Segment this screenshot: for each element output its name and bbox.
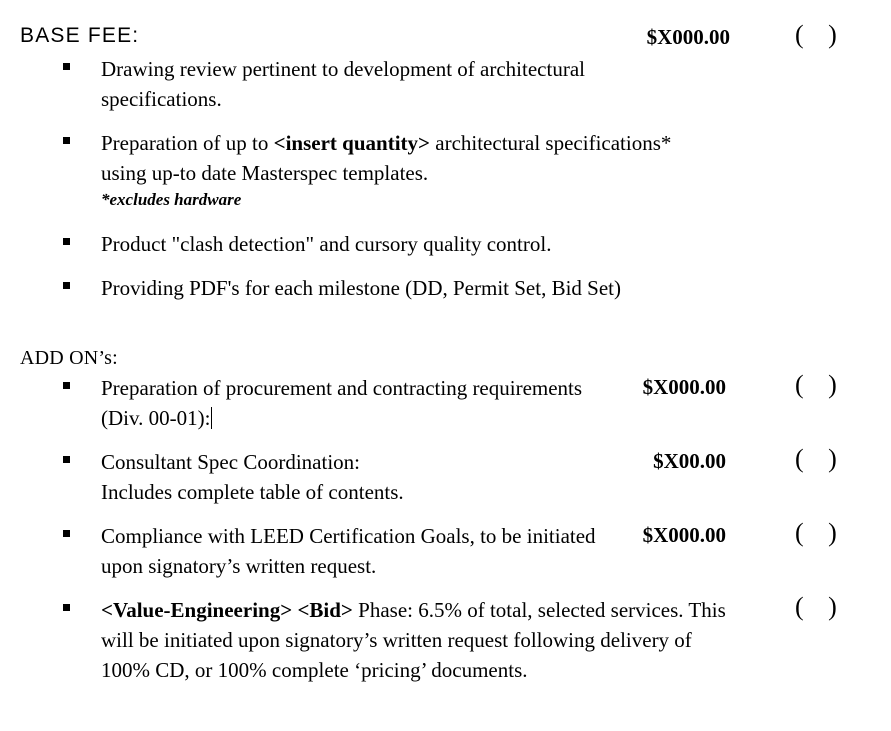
add-ons-heading: ADD ON’s: (20, 347, 118, 369)
list-item-label (101, 373, 601, 433)
list-item-label (101, 128, 701, 212)
list-item-label: Compliance with LEED Certification Goals, to be initiated upon signatory’s written request. (101, 524, 596, 578)
list-item-text: Preparation of procurement and contracting requirements (Div. 00-01): (101, 376, 583, 430)
list-item-text-prefix: Preparation of up to (101, 131, 274, 155)
bullet-icon (63, 238, 70, 245)
bid-placeholder: <Bid> (297, 598, 353, 622)
list-item-label (101, 595, 726, 685)
bullet-icon (63, 604, 70, 611)
list-item-label (101, 447, 621, 507)
text-cursor (211, 407, 212, 429)
value-engineering-placeholder: <Value-Engineering> (101, 598, 293, 622)
bullet-icon (63, 63, 70, 70)
list-item-label: Product "clash detection" and cursory quality control. (101, 232, 552, 256)
insert-quantity-placeholder: <insert quantity> (273, 131, 430, 155)
bullet-icon (63, 382, 70, 389)
add-on-checkbox[interactable]: ( ) (795, 370, 846, 399)
list-item-subtext: Includes complete table of contents. (101, 480, 404, 504)
bullet-icon (63, 137, 70, 144)
list-item-label: Drawing review pertinent to development of architectural specifications. (101, 57, 585, 111)
bullet-icon (63, 282, 70, 289)
add-on-checkbox[interactable]: ( ) (795, 444, 846, 473)
list-item-text: Consultant Spec Coordination: (101, 450, 360, 474)
bullet-icon (63, 530, 70, 537)
excludes-hardware-note: *excludes hardware (101, 190, 242, 209)
add-on-price: $X000.00 (642, 523, 726, 547)
list-item-text-rest: Phase: 6.5% of total, selected services. This will be initiated upon signatory’s written request following delivery of 100% CD, or 100% complete ‘pricing’ documents. (101, 598, 726, 682)
list-item-label: Providing PDF's for each milestone (DD, Permit Set, Bid Set) (101, 276, 621, 300)
add-on-checkbox[interactable]: ( ) (795, 592, 846, 621)
list-item-text-suffix: architectural specifications* using up-to date Masterspec templates. (101, 131, 672, 185)
bullet-icon (63, 456, 70, 463)
add-on-price: $X00.00 (653, 449, 726, 473)
base-fee-price: $X000.00 (646, 25, 730, 49)
base-fee-checkbox[interactable]: ( ) (795, 20, 846, 49)
base-fee-heading: BASE FEE: (20, 24, 140, 47)
add-on-price: $X000.00 (642, 375, 726, 399)
add-on-checkbox[interactable]: ( ) (795, 518, 846, 547)
